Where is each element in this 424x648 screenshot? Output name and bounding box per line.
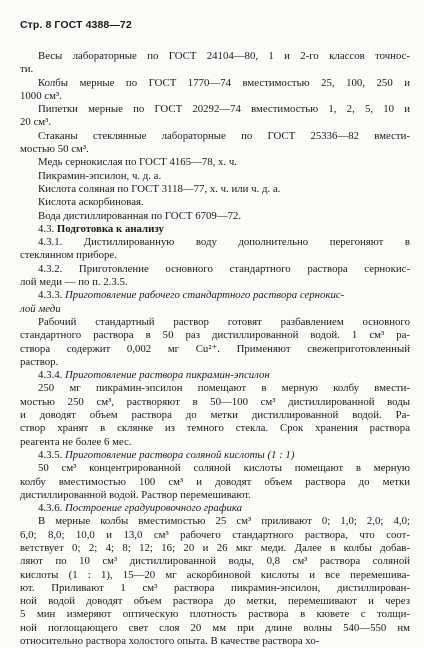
text-line: Кислота аскорбиновая.	[38, 196, 144, 209]
section-number: 4.3.6.	[38, 502, 65, 515]
text-line: лой меди — по п. 2.3.5.	[20, 276, 128, 289]
text-line: Весы лабораторные по ГОСТ 24104—80, 1 и 2-го классов точнос-	[38, 50, 410, 62]
text-line: стандартного раствора в 50 раз дистиллированной водой. 1 см³ ра-	[20, 329, 410, 342]
section-heading	[20, 449, 410, 462]
text-line: Вода дистиллированная по ГОСТ 6709—72.	[38, 209, 242, 222]
text-line: и доводят объем раствора до метки дистиллированной водой. Ра-	[20, 409, 410, 422]
paragraph	[20, 130, 410, 157]
text-line: Рабочий стандартный раствор готовят разбавлением основного	[38, 315, 410, 328]
text-line: В мерные колбы вместимостью 25 см³ приливают 0; 1,0; 2,0; 4,0;	[38, 515, 410, 528]
text-line: Стаканы стеклянные лабораторные по ГОСТ 25336—82 вмести-	[38, 129, 410, 142]
text-line: ной поглощающего свет слоя 20 мм при длине волны 540—550 нм	[20, 621, 410, 634]
paragraph	[20, 156, 410, 169]
document-body	[20, 50, 410, 648]
paragraph	[20, 170, 410, 183]
text-line: дистиллированной водой. Раствор перемешивают.	[20, 488, 251, 501]
page-header: Стр. 8 ГОСТ 4388—72	[20, 19, 132, 31]
section-title: Приготовление рабочего стандартного раствора сернокис-	[65, 289, 345, 302]
text-line: 4.3.1. Дистиллированную воду дополнительно перегоняют в	[38, 236, 410, 249]
paragraph	[20, 50, 410, 77]
paragraph	[20, 236, 410, 263]
text-line: ют. Приливают 1 см³ раствора пикрамин-эпсилон, дистиллирован-	[20, 581, 410, 594]
section-title: Приготовление раствора соляной кислоты (1 : 1)	[65, 448, 295, 461]
paragraph	[20, 77, 410, 104]
text-line: 6,0; 8,0; 10,0 и 13,0 см³ рабочего стандартного раствора, что соот-	[20, 528, 410, 541]
section-number: 4.3.4.	[38, 369, 65, 382]
section-heading	[20, 223, 410, 236]
paragraph	[20, 449, 410, 502]
text-line: 5 мин измеряют оптическую плотность раствора в кювете с толщи-	[20, 608, 410, 621]
text-line: Колбы мерные по ГОСТ 1770—74 вместимостью 25, 100, 250 и	[38, 76, 410, 89]
text-line: стеклянном приборе.	[20, 249, 117, 262]
text-line: Кислота соляная по ГОСТ 3118—77, х. ч. или ч. д. а.	[38, 182, 281, 195]
text-line: кислоты (1 : 1), 15—20 мг аскорбиновой кислоты и все перемешива-	[20, 568, 410, 581]
paragraph	[20, 263, 410, 290]
section-number: 4.3.5.	[38, 448, 65, 461]
text-line: створ хранят в склянке из темного стекла. Срок хранения раствора	[20, 422, 410, 435]
paragraph	[20, 196, 410, 209]
paragraph	[20, 223, 410, 236]
section-number: 4.3.	[38, 222, 57, 235]
text-line: реагента не более 6 мес.	[20, 435, 132, 448]
text-line: Пикрамин-эпсилон, ч. д. а.	[38, 169, 162, 182]
section-heading	[20, 289, 410, 302]
paragraph	[20, 289, 410, 369]
text-line: створа содержит 0,002 мг Cu²⁺. Применяют свежеприготовленный	[20, 342, 410, 355]
section-title: Построение градуировочного графика	[65, 502, 243, 515]
text-line: 1000 см³.	[20, 89, 62, 102]
paragraph	[20, 103, 410, 130]
text-line: 50 см³ концентрированной соляной кислоты помещают в мерную	[38, 462, 410, 475]
text-line: 4.3.2. Приготовление основного стандартного раствора сернокис-	[38, 262, 410, 275]
text-line: ной водой доводят объем раствора до метки, перемешивают и через	[20, 595, 410, 608]
text-line: раствор.	[20, 355, 59, 368]
text-line: ти.	[20, 63, 34, 76]
paragraph	[20, 210, 410, 223]
section-title: Приготовление раствора пикрамин-эпсилон	[65, 369, 270, 382]
section-title-continued: лой меди	[20, 302, 61, 315]
paragraph	[20, 183, 410, 196]
paragraph	[20, 502, 410, 648]
text-line: мостью 250 см³, растворяют в 50—100 см³ дистиллированной воды	[20, 395, 410, 408]
section-heading	[20, 369, 410, 382]
text-line: ляют по 10 см³ дистиллированной воды, 0,8 см³ раствора соляной	[20, 555, 410, 568]
text-line: Медь сернокислая по ГОСТ 4165—78, х. ч.	[38, 156, 237, 169]
text-line: ветствует 0; 2; 4; 8; 12; 16; 20 и 26 мкг меди. Далее в колбы добав-	[20, 541, 410, 554]
text-line: колбу вместимостью 100 см³ и доводят объем раствора до метки	[20, 475, 410, 488]
section-heading	[20, 502, 410, 515]
paragraph	[20, 369, 410, 449]
section-title: Подготовка к анализу	[56, 222, 164, 235]
text-line: относительно раствора холостого опыта. В качестве раствора хо-	[20, 635, 320, 648]
text-line: 250 мг пикрамин-эпсилон помещают в мерную колбу вмести-	[38, 382, 410, 395]
text-line: 20 см³.	[20, 116, 52, 129]
section-number: 4.3.3.	[38, 289, 65, 302]
text-line: Пипетки мерные по ГОСТ 20292—74 вместимостью 1, 2, 5, 10 и	[38, 103, 410, 116]
text-line: мостью 50 см³.	[20, 143, 89, 156]
